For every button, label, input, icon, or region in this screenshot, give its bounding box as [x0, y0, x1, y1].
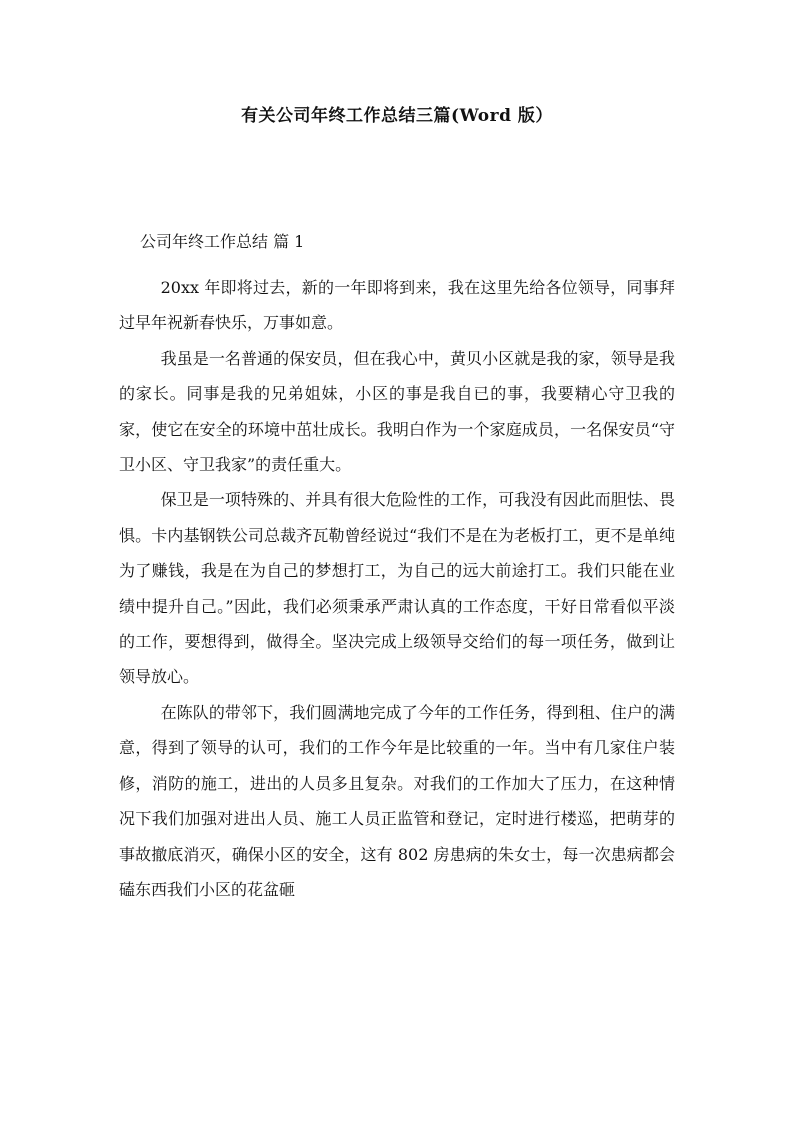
- paragraph-1: 20xx 年即将过去，新的一年即将到来，我在这里先给各位领导，同事拜过早年祝新春快乐，万事如意。: [119, 278, 675, 333]
- paragraph-4: 在陈队的带邻下，我们圆满地完成了今年的工作任务，得到租、住户的满意，得到了领导的认可，我们的工作今年是比较重的一年。当中有几家住户装修，消防的施工，进出的人员多且复杂。对我们的工作加大了压力，在这种情况下我们加强对进出人员、施工人员正监管和登记，定时进行楼巡，把萌芽的事故撤底消灭，确保小区的安全，这有 802 房患病的朱女士，每一次患病都会磕东西我们小区的花盆砸: [119, 702, 675, 899]
- section-heading: 公司年终工作总结 篇 1: [140, 232, 305, 251]
- paragraph-3: 保卫是一项特殊的、并具有很大危险性的工作，可我没有因此而胆怯、畏惧。卡内基钢铁公司总裁齐瓦勒曾经说过“我们不是在为老板打工，更不是单纯为了赚钱，我是在为自己的梦想打工，为自己的远大前途打工。我们只能在业绩中提升自己。”因此，我们必须秉承严肃认真的工作态度，干好日常看似平淡的工作，要想得到，做得全。坚决完成上级领导交给们的每一项任务，做到让领导放心。: [119, 490, 675, 687]
- document-title: 有关公司年终工作总结三篇(Word 版）: [241, 106, 553, 126]
- paragraph-2: 我虽是一名普通的保安员，但在我心中，黄贝小区就是我的家，领导是我的家长。同事是我的兄弟姐妹，小区的事是我自已的事，我要精心守卫我的家，使它在安全的环境中茁壮成长。我明白作为一个家庭成员，一名保安员“守卫小区、守卫我家”的责任重大。: [119, 348, 675, 475]
- document-body: [119, 270, 675, 907]
